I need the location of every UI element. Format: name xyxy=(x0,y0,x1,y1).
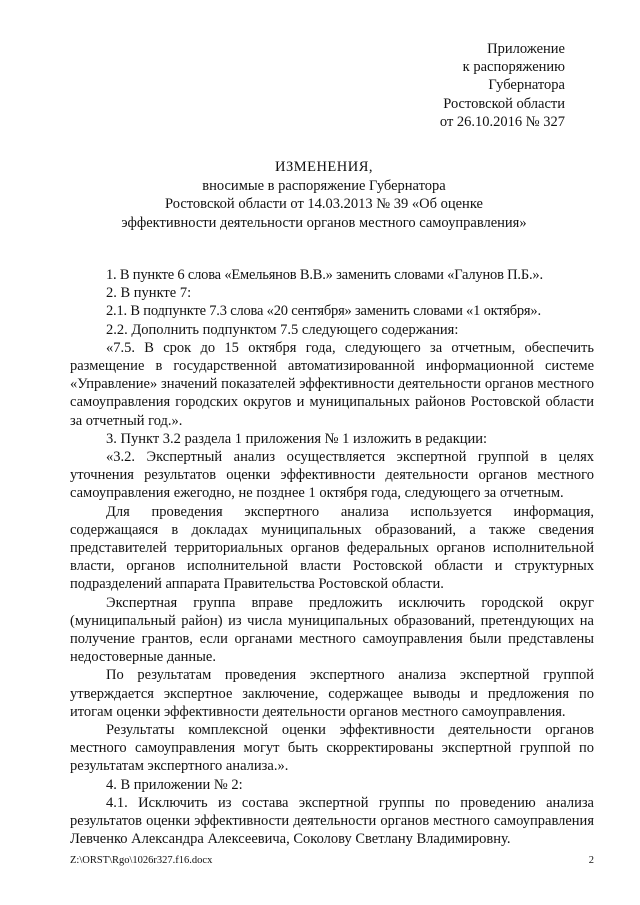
appendix-line: Губернатора xyxy=(488,77,565,94)
file-path: Z:\ORST\Rgo\1026r327.f16.docx xyxy=(70,855,213,866)
paragraph: 4. В приложении № 2: xyxy=(106,776,243,793)
paragraph: 2. В пункте 7: xyxy=(106,285,192,302)
paragraph: Для проведения экспертного анализа используется информация, содержащаяся в докладах муниципальных образований, а также сведения представителей территориальных органов федеральных органов исполнительной власти, органов исполнительной власти Ростовской области и структурных подразделений аппарата Правительства Ростовской области. xyxy=(70,503,594,593)
paragraph: 2.1. В подпункте 7.3 слова «20 сентября» заменить словами «1 октября». xyxy=(106,303,541,320)
paragraph: Результаты комплексной оценки эффективности деятельности органов местного самоуправления могут быть скорректированы экспертной группой по результатам экспертного анализа.». xyxy=(70,722,594,775)
document-subtitle-line: эффективности деятельности органов местного самоуправления» xyxy=(121,214,527,231)
document-subtitle-line: вносимые в распоряжение Губернатора xyxy=(202,177,446,194)
paragraph: «3.2. Экспертный анализ осуществляется экспертной группой в целях уточнения результатов оценки эффективности деятельности органов местного самоуправления ежегодно, не позднее 1 октября года, следующего за отчетным. xyxy=(70,449,594,502)
page-footer xyxy=(70,855,594,867)
document-subtitle-line: Ростовской области от 14.03.2013 № 39 «Об оценке xyxy=(165,196,483,213)
appendix-header xyxy=(345,40,565,131)
document-body xyxy=(70,266,594,849)
paragraph: Экспертная группа вправе предложить исключить городской округ (муниципальный район) из числа муниципальных образований, претендующих на получение грантов, если органами местного самоуправления были представлены недостоверные данные. xyxy=(70,594,594,666)
paragraph: 1. В пункте 6 слова «Емельянов В.В.» заменить словами «Галунов П.Б.». xyxy=(106,267,543,283)
appendix-line: Приложение xyxy=(487,41,565,57)
appendix-line: Ростовской области xyxy=(443,95,565,112)
document-title: ИЗМЕНЕНИЯ, xyxy=(274,159,374,175)
page-number: 2 xyxy=(588,855,594,866)
paragraph: «7.5. В срок до 15 октября года, следующего за отчетным, обеспечить размещение в государственной автоматизированной информационной системе «Управление» значений показателей эффективности деятельности органов местного самоуправления городских округов и муниципальных районов Ростовской области за отчетный год.». xyxy=(70,339,594,429)
document-title-block xyxy=(70,158,578,232)
paragraph: 3. Пункт 3.2 раздела 1 приложения № 1 изложить в редакции: xyxy=(106,430,488,447)
appendix-line: к распоряжению xyxy=(462,59,565,76)
paragraph: 4.1. Исключить из состава экспертной группы по проведению анализа результатов оценки эффективности деятельности органов местного самоуправления Левченко Александра Алексеевича, Соколову Светлану Владимировну. xyxy=(70,794,594,848)
paragraph: По результатам проведения экспертного анализа экспертной группой утверждается экспертное заключение, содержащее выводы и предложения по итогам оценки эффективности деятельности органов местного самоуправления. xyxy=(70,667,594,720)
appendix-line: от 26.10.2016 № 327 xyxy=(439,113,565,130)
paragraph: 2.2. Дополнить подпунктом 7.5 следующего содержания: xyxy=(106,321,459,338)
